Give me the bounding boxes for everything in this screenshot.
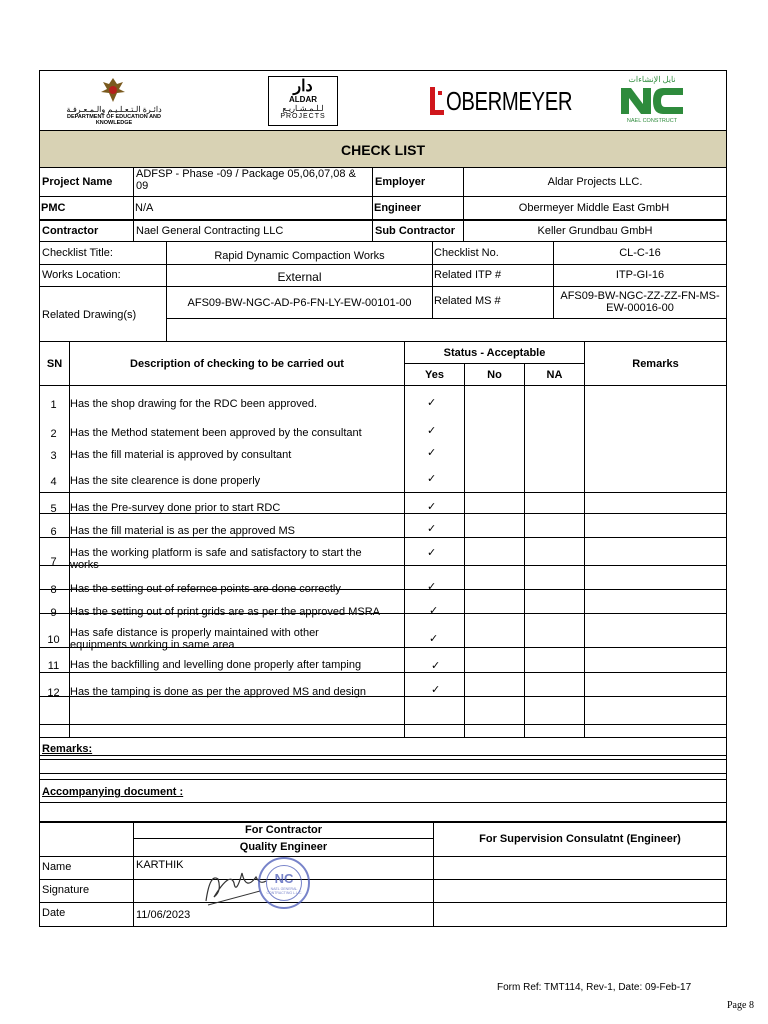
quality-engineer-label: Quality Engineer [239,841,328,853]
date-value: 11/06/2023 [136,909,191,921]
remarks-header: Remarks [632,358,679,370]
date-label: Date [42,907,66,919]
pmc-row [39,197,727,220]
row-description: Has the backfilling and levelling done properly after tamping [70,659,362,671]
engineer-label: Engineer [374,202,422,214]
yes-checkmark-icon: ✓ [429,605,439,617]
na-header: NA [546,369,563,381]
works-location-label: Works Location: [42,269,121,281]
row-description: Has the fill material is as per the approved MS [70,525,295,537]
name-label: Name [42,861,72,873]
checklist-title-label: Checklist Title: [42,247,113,259]
nael-nc-icon [619,86,685,116]
checklist-title-value: Rapid Dynamic Compaction Works [214,250,385,262]
obermeyer-mark-icon [430,87,446,117]
row-description: Has the fill material is approved by consultant [70,449,292,461]
page-number: Page 8 [727,1000,754,1011]
row-sn: 8 [50,584,57,596]
doe-arabic-name: دائـرة الـتـعـلـيـم والـمـعـرفـة [66,105,162,114]
related-ms-label: Related MS # [434,295,501,307]
obermeyer-logo [430,85,580,119]
yes-checkmark-icon: ✓ [427,581,437,593]
contractor-label: Contractor [42,225,99,237]
aldar-arabic: لـلـمـشـاريـع [282,104,324,113]
stamp-nc-mark: NC [274,871,294,886]
contractor-row [39,220,727,242]
row-sn: 11 [47,660,60,672]
row-sn: 9 [50,607,57,619]
accompanying-document-label: Accompanying document : [42,786,184,798]
row-sn: 3 [50,450,57,462]
checklist-no-label: Checklist No. [434,247,499,259]
engineer-value: Obermeyer Middle East GmbH [518,202,670,214]
row-description: Has the tamping is done as per the approved MS and design [70,686,366,698]
sub-contractor-label: Sub Contractor [375,225,456,237]
remarks-label: Remarks: [42,743,93,755]
doe-english-name: DEPARTMENT OF EDUCATION AND KNOWLEDGE [66,114,161,126]
name-value: KARTHIK [136,859,184,871]
contractor-value: Nael General Contracting LLC [136,225,284,237]
aldar-mark: دار [293,78,313,95]
yes-checkmark-icon: ✓ [427,501,437,513]
yes-checkmark-icon: ✓ [427,547,437,559]
related-ms-value: AFS09-BW-NGC-ZZ-ZZ-FN-MS-EW-00016-00 [560,290,720,314]
aldar-logo [268,76,338,126]
company-stamp [258,857,310,909]
aldar-projects: PROJECTS [280,113,326,120]
row-description: Has the working platform is safe and satisfactory to start the works [70,547,362,571]
for-supervision-label: For Supervision Consulatnt (Engineer) [479,833,681,845]
sub-contractor-value: Keller Grundbau GmbH [537,225,653,237]
row-description: Has the shop drawing for the RDC been approved. [70,398,318,410]
related-itp-value: ITP-GI-16 [615,269,665,281]
falcon-emblem-icon [99,76,127,104]
yes-checkmark-icon: ✓ [427,523,437,535]
row-description: Has the setting out of refernce points are done correctly [70,583,341,595]
title-band [39,130,727,168]
remarks-section [39,738,727,822]
no-header: No [487,369,502,381]
related-drawings-label: Related Drawing(s) [42,309,137,321]
yes-header: Yes [425,369,444,381]
yes-checkmark-icon: ✓ [427,425,437,437]
yes-checkmark-icon: ✓ [427,397,437,409]
page-title: CHECK LIST [341,142,425,158]
signoff-section [39,822,727,927]
row-description: Has the Method statement been approved by the consultant [70,427,362,439]
status-header: Status - Acceptable [443,347,546,359]
related-itp-label: Related ITP # [434,269,502,281]
row-sn: 7 [50,556,57,568]
logo-header [39,70,727,130]
checklist-info-grid [39,242,727,342]
row-sn: 10 [47,634,60,646]
yes-checkmark-icon: ✓ [429,633,439,645]
form-reference: Form Ref: TMT114, Rev-1, Date: 09-Feb-17 [497,982,692,993]
row-sn: 4 [50,476,57,488]
for-contractor-label: For Contractor [245,824,322,836]
row-description: Has the setting out of print grids are as per the approved MSRA [70,606,380,618]
aldar-name: ALDAR [289,95,317,104]
employer-value: Aldar Projects LLC. [547,176,643,188]
signature-label: Signature [42,884,90,896]
description-header: Description of checking to be carried out [130,358,344,370]
nael-arabic: نايل الإنشاءات [628,75,676,84]
row-description: Has safe distance is properly maintained with other equipments working in same area [70,627,319,651]
pmc-label: PMC [41,202,66,214]
row-sn: 5 [50,503,57,515]
row-description: Has the Pre-survey done prior to start RDC [70,502,281,514]
pmc-value: N/A [135,202,154,214]
checklist-no-value: CL-C-16 [619,247,661,259]
yes-checkmark-icon: ✓ [431,684,441,696]
yes-checkmark-icon: ✓ [427,447,437,459]
row-sn: 6 [50,526,57,538]
project-name-label: Project Name [42,176,113,188]
row-sn: 12 [47,687,60,699]
row-description: Has the site clearence is done properly [70,475,261,487]
related-drawings-value: AFS09-BW-NGC-AD-P6-FN-LY-EW-00101-00 [187,297,412,309]
doe-logo [54,76,174,126]
row-sn: 2 [50,428,57,440]
yes-checkmark-icon: ✓ [431,660,441,672]
employer-label: Employer [375,176,426,188]
nael-english: NAEL CONSTRUCT [626,118,678,124]
obermeyer-name: OBERMEYER [446,86,573,116]
stamp-text: NAEL GENERAL CONTRACTING L.L.C [266,887,302,895]
sn-header: SN [46,358,63,370]
yes-checkmark-icon: ✓ [427,473,437,485]
project-name-value: ADFSP - Phase -09 / Package 05,06,07,08 & 09 [136,168,356,192]
row-sn: 1 [50,399,57,411]
works-location-value: External [277,270,322,284]
nael-logo [616,75,688,127]
